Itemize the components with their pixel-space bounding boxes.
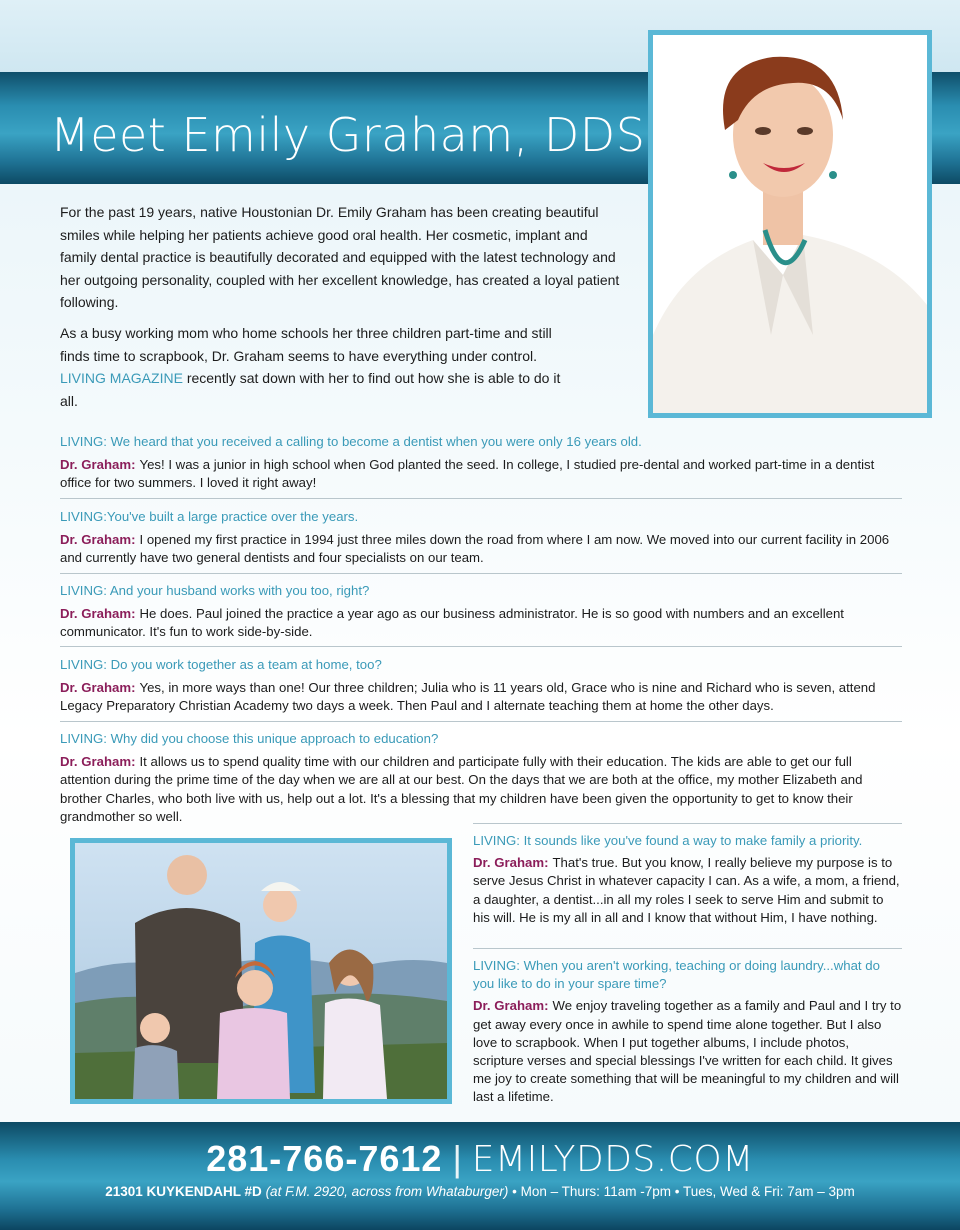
page-title: Meet Emily Graham, DDS bbox=[50, 108, 646, 162]
question: LIVING: Why did you choose this unique approach to education? bbox=[60, 731, 439, 746]
divider bbox=[60, 646, 902, 647]
divider bbox=[60, 498, 902, 499]
answer-text: Yes! I was a junior in high school when God planted the seed. In college, I studied pre-dental and worked part-time in a dentist office for two summers. I loved it right away! bbox=[60, 456, 875, 490]
qa-block bbox=[60, 730, 902, 827]
question: LIVING: It sounds like you've found a way to make family a priority. bbox=[473, 833, 863, 848]
qa-block bbox=[60, 656, 902, 716]
answer-text: Yes, in more ways than one! Our three children; Julia who is 11 years old, Grace who is nine and Richard who is seven, attend Legacy Preparatory Christian Academy two days a week. Then Paul and I alternate teaching them at home the other days. bbox=[60, 679, 876, 713]
answer-text: We enjoy traveling together as a family and Paul and I try to get away every once in awhile to spend time alone together. But I also love to scrapbook. When I put together albums, I include photos, scripture verses and special blessings I've written for each child. It gives me joy to create something that will be meaningful to my children and will last a lifetime. bbox=[473, 998, 902, 1105]
speaker-label: Dr. Graham: bbox=[60, 531, 136, 547]
question: LIVING: Do you work together as a team at home, too? bbox=[60, 657, 382, 672]
portrait-photo bbox=[648, 30, 932, 418]
intro-paragraph: For the past 19 years, native Houstonian Dr. Emily Graham has been creating beautiful smiles while helping her patients achieve good oral health. Her cosmetic, implant and family dental practice is beautifully decorated and equipped with the latest technology and her outgoing personality, coupled with her excellent knowledge, has created a loyal patient following. bbox=[60, 204, 620, 310]
answer-text: I opened my first practice in 1994 just three miles down the road from where I am now. We moved into our current facility in 2006 and currently have two general dentists and four specialists on our team. bbox=[60, 531, 890, 565]
footer-contact bbox=[0, 1138, 960, 1180]
qa-block bbox=[60, 582, 902, 642]
answer bbox=[60, 456, 902, 493]
question: LIVING: We heard that you received a calling to become a dentist when you were only 16 years old. bbox=[60, 434, 642, 449]
intro-text-end: recently sat down with her to find out how she is able to do it all. bbox=[60, 370, 561, 409]
speaker-label: Dr. Graham: bbox=[473, 998, 549, 1014]
magazine-name: LIVING MAGAZINE bbox=[60, 370, 183, 386]
divider bbox=[60, 721, 902, 722]
speaker-label: Dr. Graham: bbox=[473, 855, 549, 871]
question: LIVING:You've built a large practice over the years. bbox=[60, 509, 359, 524]
office-hours: • Mon – Thurs: 11am -7pm • Tues, Wed & Fri: 7am – 3pm bbox=[512, 1184, 855, 1199]
answer-text: That's true. But you know, I really believe my purpose is to serve Jesus Christ in whatever capacity I can. As a wife, a mom, a friend, a daughter, a dentist...in all my roles I seek to serve Him and submit to his will. He is my all in all and I know that without Him, I have nothing. bbox=[473, 855, 900, 925]
answer bbox=[473, 854, 903, 927]
speaker-label: Dr. Graham: bbox=[60, 679, 136, 695]
family-photo bbox=[70, 838, 452, 1104]
qa-block bbox=[60, 433, 902, 493]
answer bbox=[473, 997, 903, 1106]
footer-address-hours bbox=[0, 1184, 960, 1199]
speaker-label: Dr. Graham: bbox=[60, 753, 136, 769]
footer-separator: | bbox=[452, 1138, 462, 1179]
address-note: (at F.M. 2920, across from Whataburger) bbox=[265, 1184, 509, 1199]
answer-text: He does. Paul joined the practice a year ago as our business administrator. He is so good with numbers and an excellent communicator. It's fun to work side-by-side. bbox=[60, 605, 844, 639]
intro-paragraph-2 bbox=[60, 322, 580, 412]
intro-text: As a busy working mom who home schools her three children part-time and still finds time to scrapbook, Dr. Graham seems to have everything under control. bbox=[60, 325, 552, 364]
speaker-label: Dr. Graham: bbox=[60, 456, 136, 472]
question: LIVING: When you aren't working, teaching or doing laundry...what do you like to do in your spare time? bbox=[473, 958, 880, 992]
speaker-label: Dr. Graham: bbox=[60, 605, 136, 621]
qa-block bbox=[473, 957, 903, 1107]
answer bbox=[60, 753, 902, 827]
answer bbox=[60, 531, 902, 568]
website-link[interactable]: EMILYDDS.COM bbox=[471, 1139, 754, 1180]
answer bbox=[60, 605, 902, 642]
qa-block bbox=[473, 832, 903, 927]
answer bbox=[60, 679, 902, 716]
phone-number[interactable]: 281-766-7612 bbox=[206, 1138, 443, 1179]
answer-text: It allows us to spend quality time with our children and participate fully with their education. The kids are able to get our full attention during the prime time of the day when we are all at our best. On the days that we are both at the office, my mother Elizabeth and brother Charles, who both live with us, help out a lot. It's a blessing that my children have been given the opportunity to get to know their grandmother so well. bbox=[60, 753, 863, 824]
divider bbox=[473, 823, 902, 824]
question: LIVING: And your husband works with you too, right? bbox=[60, 583, 370, 598]
street-address: 21301 KUYKENDAHL #D bbox=[105, 1184, 262, 1199]
divider bbox=[473, 948, 902, 949]
footer-band bbox=[0, 1122, 960, 1230]
divider bbox=[60, 573, 902, 574]
qa-block bbox=[60, 508, 902, 568]
